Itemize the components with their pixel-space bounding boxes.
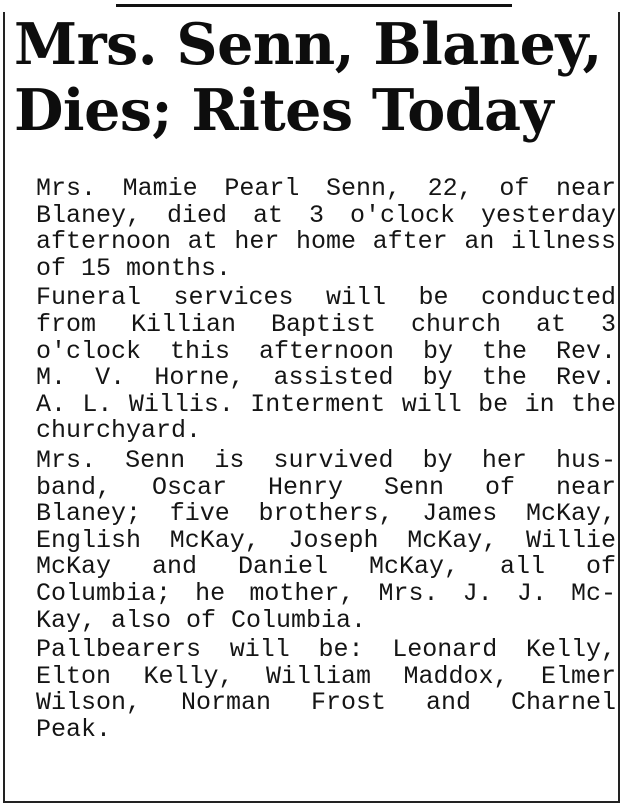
headline-line-2: Dies; Rites Today [14, 77, 554, 145]
paragraph-survivors [8, 445, 616, 635]
text-line: Blaney; five brothers, James McKay, [36, 499, 616, 529]
text-line: churchyard. [36, 416, 202, 446]
text-line: o'clock this afternoon by the Rev. [36, 336, 616, 366]
paragraph-funeral-services [8, 285, 616, 445]
text-line: Columbia; he mother, Mrs. J. J. Mc- [36, 578, 616, 608]
text-line: English McKay, Joseph McKay, Willie [36, 525, 616, 555]
left-border [3, 12, 5, 802]
text-line: band, Oscar Henry Senn of near [36, 472, 616, 502]
paragraph-death-notice [8, 176, 616, 282]
paragraph-pallbearers [8, 637, 616, 743]
text-line: Peak. [36, 714, 112, 744]
headline-line-1: Mrs. Senn, Blaney, [14, 11, 602, 78]
text-line: Pallbearers will be: Leonard Kelly, [36, 635, 616, 665]
right-border [618, 12, 620, 802]
text-line: from Killian Baptist church at 3 [36, 309, 616, 339]
headline [14, 12, 614, 144]
text-line: A. L. Willis. Interment will be in the [36, 389, 616, 419]
text-line: Wilson, Norman Frost and Charnel [36, 688, 616, 718]
text-line: Blaney, died at 3 o'clock yesterday [36, 200, 616, 230]
text-line: M. V. Horne, assisted by the Rev. [36, 363, 616, 393]
top-rule [116, 4, 512, 7]
text-line: Kay, also of Columbia. [36, 605, 367, 635]
text-line: Elton Kelly, William Maddox, Elmer [36, 661, 616, 691]
text-line: McKay and Daniel McKay, all of [36, 552, 616, 582]
text-line: Mrs. Mamie Pearl Senn, 22, of near [36, 174, 616, 203]
bottom-border [3, 801, 620, 803]
text-line: of 15 months. [36, 253, 232, 283]
article-body [8, 176, 616, 746]
text-line: afternoon at her home after an illness [36, 227, 616, 257]
text-line: Mrs. Senn is survived by her hus- [36, 445, 616, 475]
text-line: Funeral services will be conducted [36, 283, 616, 313]
